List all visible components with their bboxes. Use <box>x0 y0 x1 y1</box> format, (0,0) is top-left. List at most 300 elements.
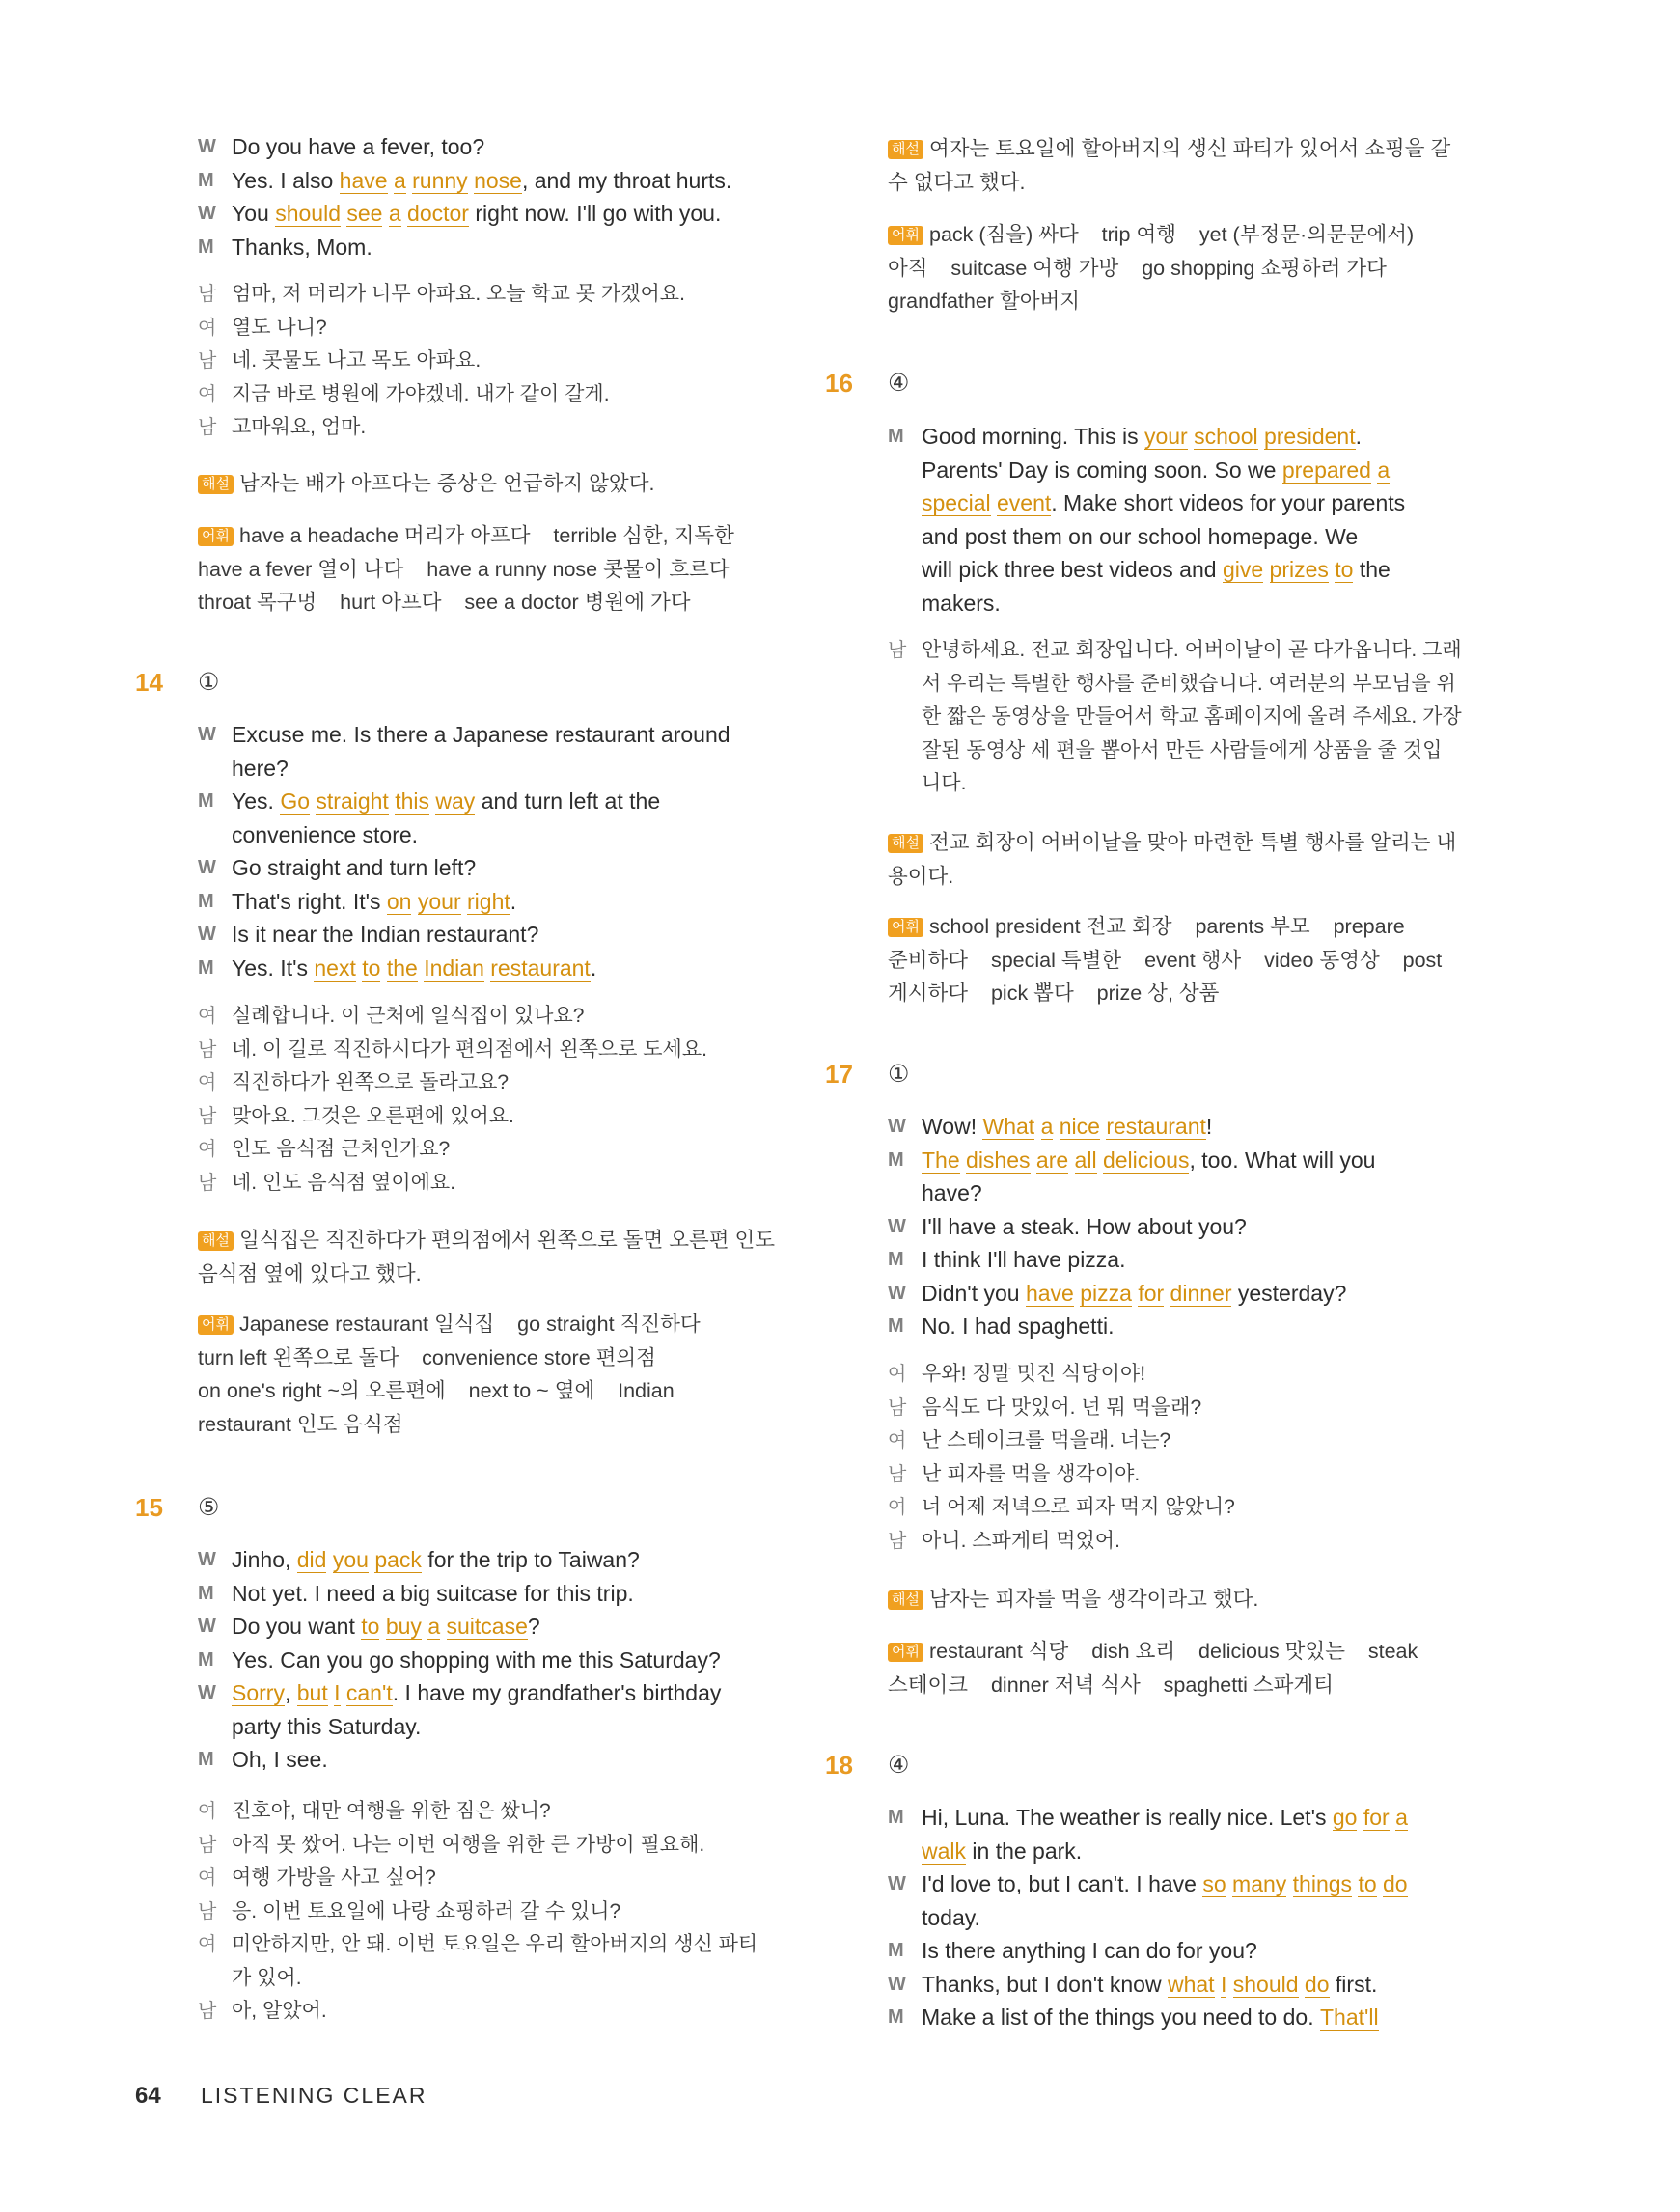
dialogue-line <box>888 1968 1486 2002</box>
q18-number: 18 <box>825 1751 853 1780</box>
translation-text: 우와! 정말 멋진 식당이야! <box>922 1363 1146 1385</box>
q15-explanation <box>888 132 1486 199</box>
text-run: for the trip to Taiwan? <box>421 1547 640 1572</box>
key-phrase: to <box>361 1614 380 1639</box>
speaker-label: W <box>888 1116 906 1137</box>
translation-text: 가 있어. <box>232 1966 302 1989</box>
speaker-label: 남 <box>888 640 907 661</box>
note-text: throat 목구멍 hurt 아프다 see a doctor 병원에 가다 <box>198 591 691 614</box>
q17-dialogue <box>888 1110 1486 1343</box>
note-line <box>198 1258 796 1291</box>
key-phrase: runny <box>412 167 468 193</box>
q18-answer: ④ <box>888 1752 910 1779</box>
note-line <box>888 252 1486 286</box>
dialogue-line <box>888 1243 1486 1277</box>
key-phrase: Sorry <box>232 1680 285 1705</box>
text-run: ! <box>1205 1114 1213 1139</box>
key-phrase: school <box>1194 424 1258 449</box>
note-text: on one's right ~의 오른편에 next to ~ 옆에 Indian <box>198 1379 675 1402</box>
speaker-label: 남 <box>198 1105 217 1127</box>
translation-line <box>198 1962 796 1996</box>
translation-line <box>198 345 796 378</box>
speaker-label: 남 <box>198 1900 217 1922</box>
key-phrase: The <box>922 1147 960 1173</box>
speaker-label: 남 <box>198 417 217 438</box>
translation-line <box>888 634 1486 668</box>
dialogue-text <box>922 1968 1486 2002</box>
speaker-label: M <box>198 790 214 812</box>
key-phrase: nice <box>1059 1114 1100 1139</box>
translation-line <box>888 1458 1486 1492</box>
key-phrase: your <box>417 888 461 914</box>
key-phrase: straight <box>316 788 389 814</box>
speaker-label <box>198 818 232 852</box>
note-text: 스테이크 dinner 저녁 식사 spaghetti 스파게티 <box>888 1673 1334 1697</box>
key-phrase: but <box>296 1680 328 1705</box>
note-line <box>888 1669 1486 1702</box>
translation-text: 지금 바로 병원에 가야겠네. 내가 같이 갈게. <box>232 382 610 405</box>
text-run: convenience store. <box>232 821 419 847</box>
speaker-label <box>198 1962 232 1996</box>
key-phrase: so <box>1202 1871 1226 1896</box>
translation-line <box>888 668 1486 702</box>
key-phrase: delicious <box>1102 1147 1190 1173</box>
note-text: have a fever 열이 나다 have a runny nose 콧물이 흐르다 <box>198 557 730 581</box>
note-text: 아직 suitcase 여행 가방 go shopping 쇼핑하러 가다 <box>888 256 1387 280</box>
key-phrase: pizza <box>1080 1280 1132 1306</box>
key-phrase: for <box>1363 1805 1390 1830</box>
key-phrase: pack <box>374 1547 422 1572</box>
dialogue-line <box>198 1710 796 1744</box>
translation-text: 안녕하세요. 전교 회장입니다. 어버이날이 곧 다가옵니다. 그래 <box>922 639 1462 661</box>
speaker-label: M <box>888 426 904 447</box>
q17-vocabulary <box>888 1635 1486 1701</box>
note-text: 수 없다고 했다. <box>888 170 1026 194</box>
key-phrase: do <box>1383 1871 1408 1896</box>
translation-line <box>888 734 1486 768</box>
dialogue-line <box>888 587 1486 621</box>
dialogue-line <box>198 718 796 752</box>
dialogue-line <box>888 1835 1486 1868</box>
q16-dialogue <box>888 420 1486 620</box>
dialogue-text <box>232 197 796 231</box>
dialogue-line <box>888 1277 1486 1311</box>
key-phrase: prepared <box>1281 456 1371 483</box>
note-text: Japanese restaurant 일식집 go straight 직진하다 <box>238 1313 701 1336</box>
dialogue-line <box>198 885 796 919</box>
translation-text: 잘된 동영상 세 편을 뽑아서 만든 사람들에게 상품을 줄 것입 <box>922 738 1443 761</box>
q17-number: 17 <box>825 1060 853 1089</box>
speaker-label: 여 <box>198 383 217 405</box>
q17-korean <box>888 1358 1486 1558</box>
dialogue-line <box>198 164 796 198</box>
note-line <box>888 1635 1486 1669</box>
text-run: I'll have a steak. How about you? <box>922 1213 1247 1239</box>
text-run: Hi, Luna. The weather is really nice. Let's <box>922 1805 1333 1830</box>
speaker-label: 여 <box>888 1497 907 1518</box>
dialogue-text <box>232 818 796 852</box>
dialogue-text <box>922 587 1486 621</box>
note-text: pack (짐을) 싸다 trip 여행 yet (부정문·의문문에서) <box>928 223 1415 246</box>
translation-text: 엄마, 저 머리가 너무 아파요. 오늘 학교 못 가겠어요. <box>232 283 685 305</box>
dialogue-text <box>232 918 796 952</box>
text-run: here? <box>232 755 289 781</box>
key-phrase: president <box>1263 424 1356 449</box>
q16-korean <box>888 634 1486 801</box>
q14-explanation <box>198 1224 796 1290</box>
translation-line <box>888 1491 1486 1525</box>
note-line <box>198 1224 796 1258</box>
dialogue-line <box>888 553 1486 587</box>
translation-line <box>888 701 1486 734</box>
key-phrase: suitcase <box>446 1614 528 1639</box>
note-badge: 해설 <box>888 834 923 853</box>
dialogue-text <box>922 1310 1486 1343</box>
translation-text: 맞아요. 그것은 오른편에 있어요. <box>232 1104 514 1127</box>
speaker-label: M <box>198 890 214 912</box>
translation-text: 음식도 다 맛있어. 넌 뭐 먹을래? <box>922 1396 1202 1419</box>
page-number: 64 <box>135 2083 161 2109</box>
q16-number: 16 <box>825 369 853 398</box>
speaker-label <box>888 701 922 734</box>
translation-line <box>198 278 796 312</box>
dialogue-line <box>198 752 796 786</box>
speaker-label: W <box>888 1282 906 1304</box>
translation-line <box>198 1167 796 1201</box>
dialogue-line <box>198 231 796 264</box>
text-run: . Make short videos for your parents <box>1051 490 1406 515</box>
note-badge: 어휘 <box>888 918 923 937</box>
note-line <box>198 586 796 620</box>
dialogue-text <box>232 1610 796 1644</box>
note-text: 게시하다 pick 뽑다 prize 상, 상품 <box>888 982 1220 1005</box>
text-run: . <box>590 954 597 981</box>
text-run: ? <box>527 1614 540 1639</box>
book-title: LISTENING CLEAR <box>201 2083 427 2108</box>
key-phrase: a <box>427 1614 441 1639</box>
top-explanation: 해설 남자는 배가 아프다는 증상은 언급하지 않았다. <box>198 467 796 501</box>
dialogue-text <box>922 1934 1486 1968</box>
dialogue-line <box>888 1310 1486 1343</box>
text-run: , too. What will you <box>1189 1147 1376 1173</box>
text-run: party this Saturday. <box>232 1713 422 1739</box>
text-run: Do you want <box>232 1614 362 1639</box>
key-phrase: What <box>982 1114 1035 1139</box>
note-badge: 해설 <box>888 1590 923 1610</box>
text-run: No. I had spaghetti. <box>922 1313 1115 1339</box>
text-run: . I have my grandfather's birthday <box>392 1680 722 1705</box>
note-line <box>198 1374 796 1408</box>
note-line <box>888 132 1486 166</box>
dialogue-text <box>922 1176 1486 1210</box>
q16-answer: ④ <box>888 370 910 397</box>
speaker-label: 남 <box>198 1172 217 1194</box>
key-phrase: a <box>388 201 401 226</box>
key-phrase: for <box>1138 1280 1165 1306</box>
speaker-label: W <box>198 1616 216 1637</box>
speaker-label: M <box>198 956 214 979</box>
translation-text: 난 피자를 먹을 생각이야. <box>922 1462 1141 1485</box>
dialogue-text <box>922 1144 1486 1177</box>
q14-korean <box>198 1000 796 1200</box>
text-run: That's right. It's <box>232 888 387 914</box>
dialogue-line <box>198 818 796 852</box>
note-text: grandfather 할아버지 <box>888 290 1081 313</box>
speaker-label: M <box>198 1749 214 1770</box>
note-text: have a headache 머리가 아프다 terrible 심한, 지독한 <box>238 524 734 547</box>
note-text: 남자는 피자를 먹을 생각이라고 했다. <box>928 1588 1259 1611</box>
q16-vocabulary <box>888 910 1486 1010</box>
dialogue-text <box>232 785 796 818</box>
dialogue-text <box>922 1835 1486 1868</box>
text-run: Thanks, Mom. <box>232 234 372 260</box>
dialogue-line <box>198 918 796 952</box>
translation-line <box>888 767 1486 801</box>
text-run: , <box>284 1680 297 1705</box>
translation-line <box>888 1392 1486 1425</box>
q16-explanation <box>888 826 1486 893</box>
key-phrase: a <box>1377 456 1391 483</box>
speaker-label: M <box>888 1807 904 1828</box>
translation-line <box>888 1424 1486 1458</box>
q15-korean <box>198 1795 796 2029</box>
dialogue-text <box>232 1644 796 1677</box>
note-line <box>888 1583 1486 1617</box>
key-phrase: way <box>435 788 476 814</box>
speaker-label <box>198 752 232 786</box>
dialogue-text <box>232 164 796 198</box>
dialogue-text <box>922 1801 1486 1835</box>
key-phrase: dishes <box>966 1147 1031 1173</box>
dialogue-text <box>232 851 796 885</box>
translation-line <box>198 1895 796 1929</box>
speaker-label: 남 <box>888 1463 907 1485</box>
dialogue-line <box>198 197 796 231</box>
speaker-label <box>888 1176 922 1210</box>
speaker-label: W <box>198 924 216 945</box>
key-phrase: go <box>1332 1805 1358 1830</box>
text-run: today. <box>922 1904 980 1930</box>
dialogue-text <box>922 486 1486 520</box>
text-run: Didn't you <box>922 1280 1026 1306</box>
speaker-label: 여 <box>888 1430 907 1452</box>
speaker-label: W <box>198 136 216 157</box>
speaker-label: 여 <box>198 317 217 339</box>
dialogue-line <box>888 420 1486 454</box>
q14-dialogue <box>198 718 796 984</box>
translation-text: 난 스테이크를 먹을래. 너는? <box>922 1429 1171 1452</box>
dialogue-text <box>232 752 796 786</box>
dialogue-line <box>198 130 796 164</box>
note-line <box>198 553 796 587</box>
key-phrase: what <box>1167 1971 1215 1997</box>
translation-text: 여행 가방을 사고 싶어? <box>232 1866 436 1889</box>
translation-text: 열도 나니? <box>232 316 327 339</box>
note-text: 전교 회장이 어버이날을 맞아 마련한 특별 행사를 알리는 내 <box>928 831 1457 854</box>
translation-text: 네. 콧물도 나고 목도 아파요. <box>232 349 482 372</box>
dialogue-line <box>888 1110 1486 1144</box>
translation-line <box>888 1358 1486 1392</box>
top-vocabulary <box>198 519 796 620</box>
text-run: Thanks, but I don't know <box>922 1971 1168 1997</box>
speaker-label: 남 <box>198 1038 217 1061</box>
translation-text: 직진하다가 왼쪽으로 돌라고요? <box>232 1071 510 1093</box>
note-text: 일식집은 직진하다가 편의점에서 왼쪽으로 돌면 오른편 인도 <box>238 1229 776 1252</box>
dialogue-line <box>888 1934 1486 1968</box>
dialogue-text <box>232 1577 796 1611</box>
dialogue-line <box>888 1801 1486 1835</box>
key-phrase: special <box>922 490 991 515</box>
translation-text: 아직 못 쌌어. 나는 이번 여행을 위한 큰 가방이 필요해. <box>232 1833 705 1856</box>
key-phrase: give <box>1222 557 1264 582</box>
speaker-label <box>888 587 922 621</box>
dialogue-text <box>922 2001 1486 2034</box>
speaker-label: M <box>198 1648 214 1671</box>
dialogue-line <box>888 1901 1486 1935</box>
dialogue-line <box>198 952 796 985</box>
speaker-label <box>888 486 922 520</box>
key-phrase: this <box>395 788 430 814</box>
key-phrase: should <box>275 201 341 226</box>
text-run: and turn left at the <box>475 788 661 814</box>
note-line <box>198 1341 796 1375</box>
dialogue-line <box>888 520 1486 554</box>
translation-text: 실례합니다. 이 근처에 일식집이 있나요? <box>232 1005 585 1027</box>
translation-text: 한 짧은 동영상을 만들어서 학교 홈페이지에 올려 주세요. 가장 <box>922 705 1462 728</box>
dialogue-text <box>232 1543 796 1577</box>
translation-text: 네. 인도 음식점 옆이에요. <box>232 1171 456 1194</box>
speaker-label: M <box>888 1148 904 1171</box>
key-phrase: Go <box>280 788 310 814</box>
text-run: I think I'll have pizza. <box>922 1247 1126 1272</box>
text-run: makers. <box>922 590 1001 616</box>
speaker-label: W <box>198 1549 216 1570</box>
text-run: Wow! <box>922 1114 983 1139</box>
key-phrase: nose <box>474 167 522 193</box>
dialogue-text <box>922 454 1486 487</box>
speaker-label: 여 <box>198 1006 217 1027</box>
text-run: first. <box>1329 1971 1378 1997</box>
key-phrase: to <box>1358 1871 1377 1896</box>
speaker-label: W <box>888 1973 906 1995</box>
dialogue-line <box>198 785 796 818</box>
translation-text: 응. 이번 토요일에 나랑 쇼핑하러 갈 수 있니? <box>232 1899 621 1922</box>
text-run: Not yet. I need a big suitcase for this trip. <box>232 1580 634 1606</box>
note-text: restaurant 인도 음식점 <box>198 1412 403 1436</box>
note-text: restaurant 식당 dish 요리 delicious 맛있는 steak <box>928 1640 1418 1663</box>
dialogue-text <box>922 520 1486 554</box>
text-run: Yes. <box>232 788 281 814</box>
dialogue-line <box>198 1577 796 1611</box>
translation-line <box>198 1928 796 1962</box>
key-phrase: a <box>393 167 406 193</box>
key-phrase: a <box>1395 1805 1408 1830</box>
note-text: 용이다. <box>888 864 954 888</box>
text-run: and post them on our school homepage. We <box>922 523 1359 549</box>
dialogue-line <box>198 1610 796 1644</box>
translation-text: 인도 음식점 근처인가요? <box>232 1138 451 1160</box>
note-line <box>198 1408 796 1442</box>
translation-line <box>198 1862 796 1895</box>
key-phrase: have <box>339 167 388 193</box>
text-run: Make a list of the things you need to do. <box>922 2005 1320 2030</box>
q15-number: 15 <box>135 1493 163 1522</box>
text-run: Jinho, <box>232 1547 297 1572</box>
key-phrase: many <box>1232 1871 1287 1896</box>
key-phrase: dinner <box>1170 1280 1232 1306</box>
speaker-label <box>888 553 922 587</box>
key-phrase: restaurant <box>490 954 591 981</box>
text-run: Oh, I see. <box>232 1747 328 1772</box>
translation-text: 서 우리는 특별한 행사를 준비했습니다. 여러분의 부모님을 위 <box>922 672 1456 695</box>
speaker-label <box>888 734 922 768</box>
translation-text: 아, 알았어. <box>232 2000 327 2022</box>
q17-answer: ① <box>888 1061 910 1088</box>
key-phrase: I <box>334 1680 341 1705</box>
translation-text: 아니. 스파게티 먹었어. <box>922 1529 1120 1552</box>
q14-answer: ① <box>198 669 220 696</box>
dialogue-text <box>232 1676 796 1710</box>
speaker-label <box>888 1901 922 1935</box>
translation-line <box>888 1525 1486 1559</box>
text-run: right now. I'll go with you. <box>468 201 722 226</box>
translation-line <box>198 1995 796 2029</box>
translation-text: 니다. <box>922 772 967 794</box>
key-phrase: That'll <box>1319 2005 1379 2030</box>
q18-dialogue <box>888 1801 1486 2034</box>
key-phrase: did <box>296 1547 327 1572</box>
dialogue-line <box>198 1644 796 1677</box>
note-text: 준비하다 special 특별한 event 행사 video 동영상 post <box>888 948 1443 972</box>
key-phrase: event <box>997 490 1052 515</box>
text-run: Parents' Day is coming soon. So we <box>922 456 1282 483</box>
dialogue-text <box>232 885 796 919</box>
note-line <box>888 285 1486 318</box>
note-line <box>888 826 1486 860</box>
note-badge: 어휘 <box>198 1315 234 1335</box>
note-line <box>198 1308 796 1341</box>
q14-number: 14 <box>135 668 163 697</box>
speaker-label: M <box>888 1249 904 1270</box>
text-run: have? <box>922 1180 982 1205</box>
speaker-label <box>198 1710 232 1744</box>
translation-line <box>198 1034 796 1067</box>
note-line <box>198 519 796 553</box>
speaker-label <box>888 454 922 487</box>
q15-answer: ⑤ <box>198 1494 220 1521</box>
speaker-label: 여 <box>198 1867 217 1889</box>
dialogue-text <box>922 1867 1486 1901</box>
dialogue-line <box>888 1176 1486 1210</box>
dialogue-text <box>922 1277 1486 1311</box>
key-phrase: do <box>1304 1971 1330 1997</box>
top-korean <box>198 278 796 445</box>
speaker-label: M <box>198 1582 214 1604</box>
note-badge: 어휘 <box>888 226 923 245</box>
key-phrase: things <box>1292 1871 1353 1896</box>
speaker-label: M <box>888 2006 904 2028</box>
key-phrase: the <box>386 954 418 981</box>
speaker-label <box>888 668 922 702</box>
text-run: Is it near the Indian restaurant? <box>232 922 539 947</box>
text-run: Yes. I also <box>232 167 340 193</box>
speaker-label: 남 <box>198 284 217 305</box>
text-run: Yes. Can you go shopping with me this Saturday? <box>232 1646 721 1673</box>
note-text: school president 전교 회장 parents 부모 prepare <box>928 915 1405 938</box>
speaker-label: 여 <box>198 1801 217 1822</box>
text-run: Excuse me. Is there a Japanese restaurant around <box>232 722 730 747</box>
q14-vocabulary <box>198 1308 796 1441</box>
